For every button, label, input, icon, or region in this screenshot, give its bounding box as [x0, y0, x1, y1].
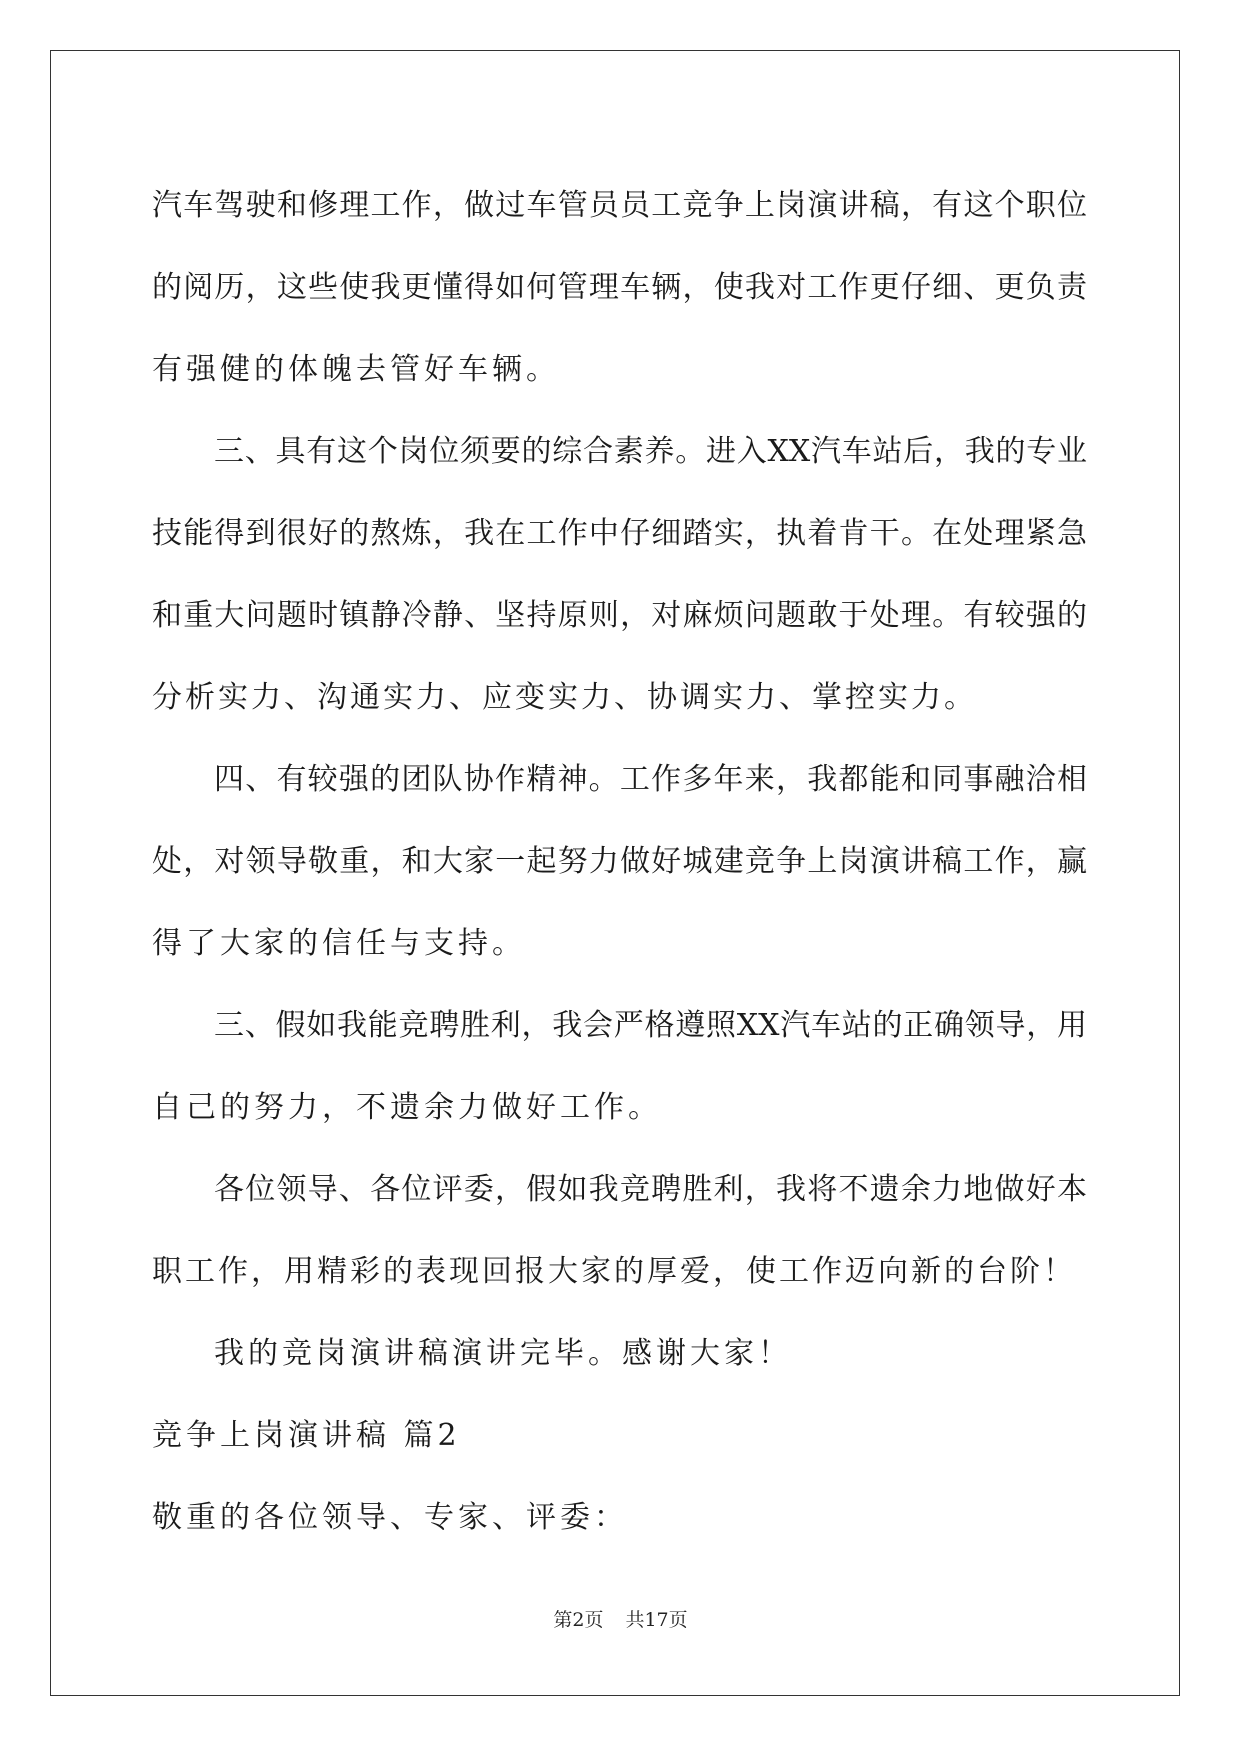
- paragraph-line: 自己的努力，不遗余力做好工作。: [152, 1090, 662, 1125]
- page-number: 第2页: [553, 1609, 604, 1631]
- page-footer: [0, 1605, 1241, 1632]
- paragraph-line: 我的竞岗演讲稿演讲完毕。感谢大家！: [214, 1336, 792, 1371]
- paragraph-line: 四、有较强的团队协作精神。工作多年来，我都能和同事融洽相: [214, 762, 1087, 797]
- paragraph-line: 三、具有这个岗位须要的综合素养。进入XX汽车站后，我的专业: [214, 434, 1087, 469]
- paragraph-line: 和重大问题时镇静冷静、坚持原则，对麻烦问题敢于处理。有较强的: [152, 598, 1087, 633]
- paragraph-line: 分析实力、沟通实力、应变实力、协调实力、掌控实力。: [152, 680, 977, 715]
- document-body: [152, 165, 1087, 1559]
- paragraph-line: 处，对领导敬重，和大家一起努力做好城建竞争上岗演讲稿工作，赢: [152, 844, 1087, 879]
- salutation: 敬重的各位领导、专家、评委：: [152, 1500, 628, 1535]
- paragraph-line: 的阅历，这些使我更懂得如何管理车辆，使我对工作更仔细、更负责: [152, 270, 1087, 305]
- page-total: 共17页: [625, 1609, 688, 1631]
- paragraph-line: 职工作，用精彩的表现回报大家的厚爱，使工作迈向新的台阶！: [152, 1254, 1076, 1289]
- paragraph-line: 技能得到很好的熬炼，我在工作中仔细踏实，执着肯干。在处理紧急: [152, 516, 1087, 551]
- paragraph-line: 三、假如我能竞聘胜利，我会严格遵照XX汽车站的正确领导，用: [214, 1008, 1087, 1043]
- section-heading: 竞争上岗演讲稿 篇2: [152, 1418, 461, 1453]
- paragraph-line: 得了大家的信任与支持。: [152, 926, 526, 961]
- paragraph-line: 汽车驾驶和修理工作，做过车管员员工竞争上岗演讲稿，有这个职位: [152, 188, 1087, 223]
- paragraph-line: 各位领导、各位评委，假如我竞聘胜利，我将不遗余力地做好本: [214, 1172, 1087, 1207]
- paragraph-line: 有强健的体魄去管好车辆。: [152, 352, 560, 387]
